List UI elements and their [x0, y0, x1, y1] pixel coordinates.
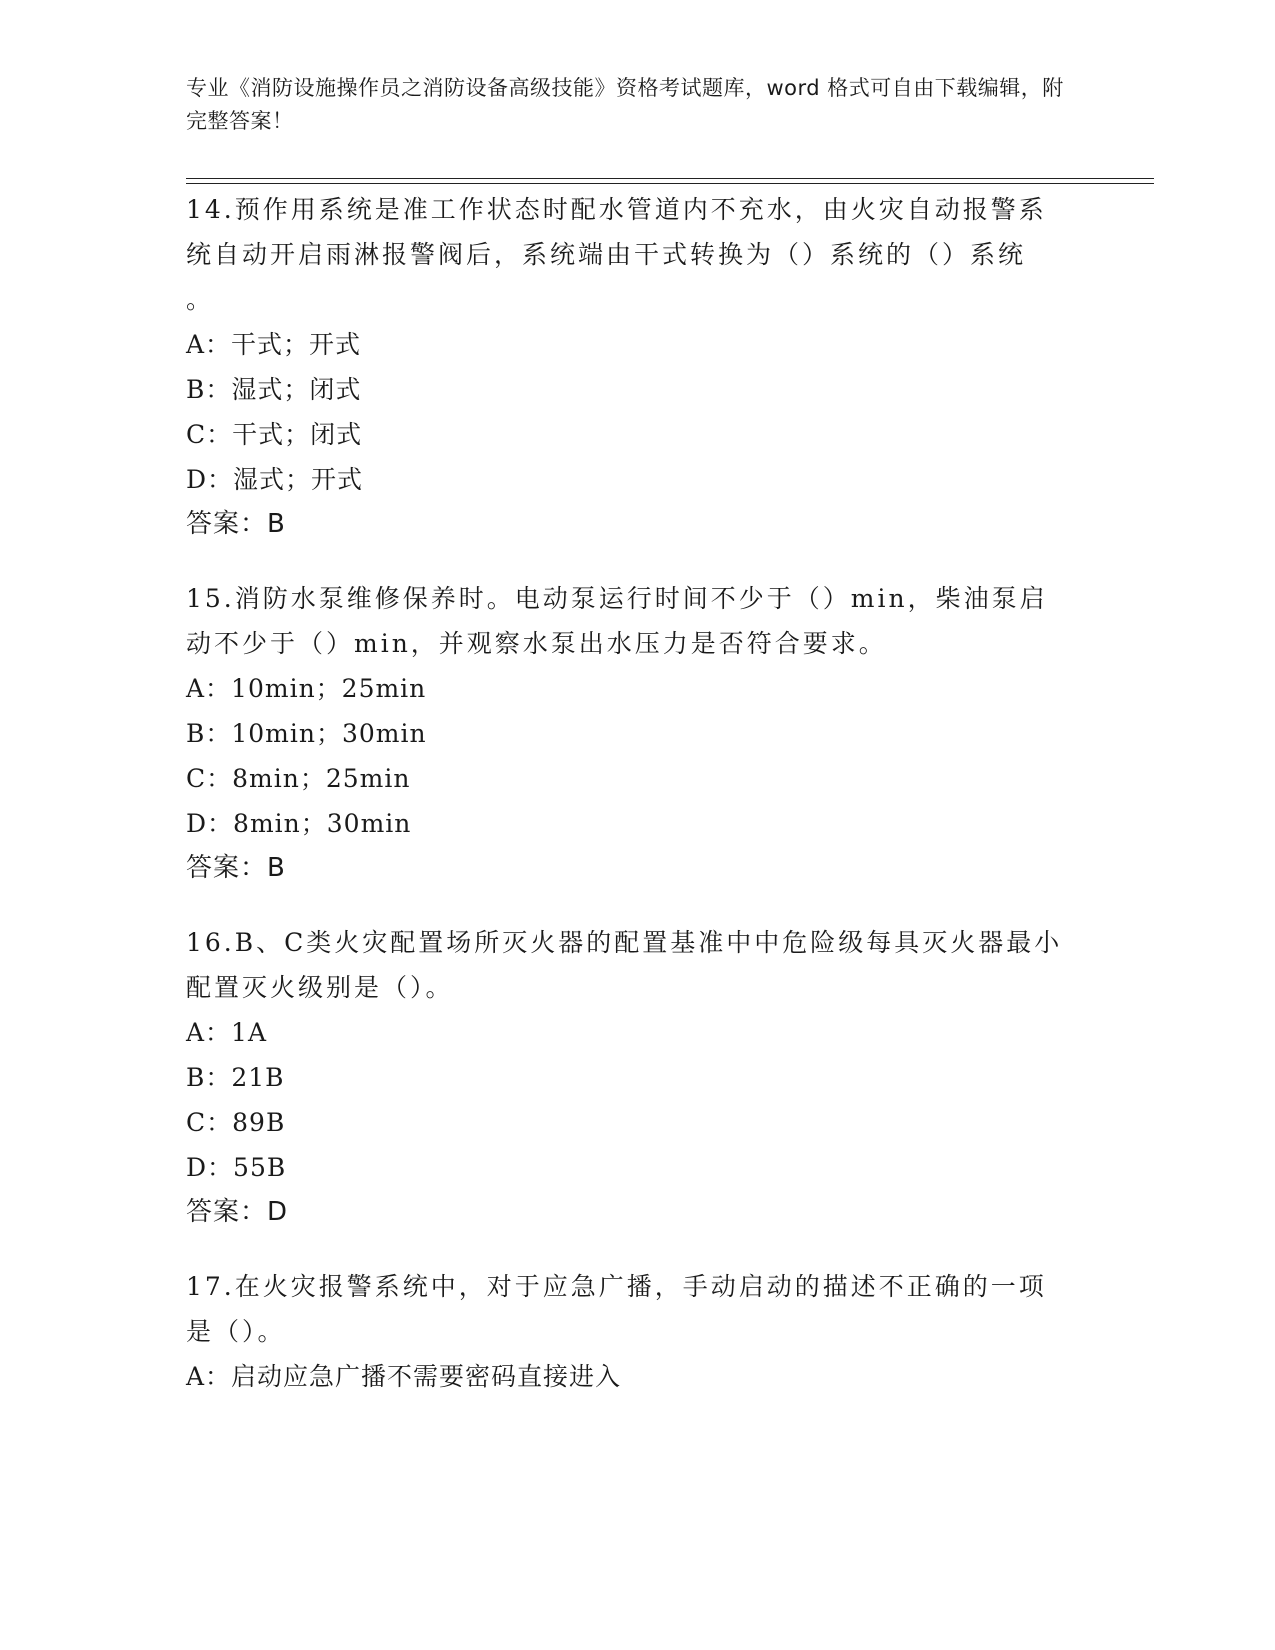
option-d: D：湿式；开式	[186, 465, 364, 494]
option-c: C：89B	[186, 1108, 286, 1137]
option-c: C：8min；25min	[186, 764, 411, 793]
option-b: B：21B	[186, 1063, 285, 1092]
question-15	[186, 576, 1086, 891]
question-stem-line: 15.消防水泵维修保养时。电动泵运行时间不少于（）min，柴油泵启	[186, 584, 1048, 613]
question-16	[186, 920, 1086, 1235]
question-list	[186, 187, 1086, 1428]
question-stem-line: 统自动开启雨淋报警阀后，系统端由干式转换为（）系统的（）系统	[186, 240, 1027, 269]
question-stem-line: 14.预作用系统是准工作状态时配水管道内不充水，由火灾自动报警系	[186, 195, 1047, 224]
option-d: D：8min；30min	[186, 809, 412, 838]
question-stem-line: 配置灭火级别是（）。	[186, 973, 454, 1002]
option-a: A：10min；25min	[186, 674, 427, 703]
option-d: D：55B	[186, 1153, 287, 1182]
question-stem-line: 16.B、C类火灾配置场所灭火器的配置基准中中危险级每具灭火器最小	[186, 928, 1063, 957]
option-b: B：10min；30min	[186, 719, 427, 748]
question-17	[186, 1264, 1086, 1399]
option-a: A：1A	[186, 1018, 268, 1047]
option-a: A：干式；开式	[186, 330, 362, 359]
question-stem-line: 动不少于（）min，并观察水泵出水压力是否符合要求。	[186, 629, 887, 658]
option-b: B：湿式；闭式	[186, 375, 362, 404]
question-14	[186, 187, 1086, 547]
option-a: A：启动应急广播不需要密码直接进入	[186, 1362, 622, 1391]
question-stem-line: 17.在火灾报警系统中，对于应急广播，手动启动的描述不正确的一项	[186, 1272, 1047, 1301]
answer-line: 答案：D	[186, 1197, 289, 1227]
document-intro: 专业《消防设施操作员之消防设备高级技能》资格考试题库，word 格式可自由下载编辑，附完整答案！	[186, 76, 1064, 133]
question-stem-line: 。	[186, 285, 215, 314]
header-rule-top	[186, 178, 1154, 179]
header-rule-bottom	[186, 183, 1154, 184]
question-stem-line: 是（）。	[186, 1317, 286, 1346]
answer-line: 答案：B	[186, 509, 286, 539]
answer-line: 答案：B	[186, 853, 286, 883]
option-c: C：干式；闭式	[186, 420, 363, 449]
